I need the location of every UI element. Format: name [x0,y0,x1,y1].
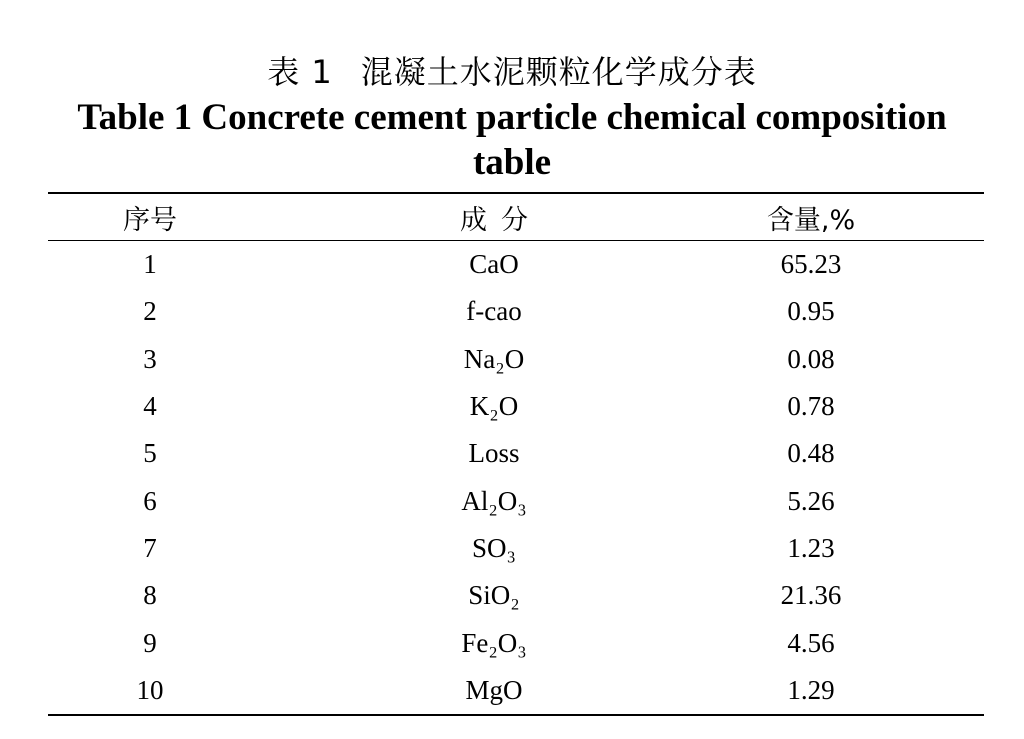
cell-index: 4 [143,391,157,422]
cell-component: SiO₂ [468,580,520,611]
header-index: 序号 [123,204,177,236]
cell-index: 9 [143,627,157,658]
cell-content: 21.36 [780,580,842,611]
cell-component: Na₂O [463,343,525,374]
header-content: 含量,% [766,204,856,236]
table-title-cn: 混凝土水泥颗粒化学成分表 [360,53,757,91]
table-row [48,667,984,714]
cell-content: 1.29 [787,674,835,705]
cell-content: 5.26 [787,485,835,516]
table-row [48,383,984,430]
cell-content: 0.95 [787,296,835,327]
cell-component: Fe₂O₃ [461,627,527,658]
table-body [48,241,984,714]
table-caption-cn [0,52,1024,92]
cell-index: 5 [143,438,157,469]
cell-index: 6 [143,485,157,516]
cell-content: 1.23 [787,532,835,563]
cell-index: 1 [143,249,157,280]
table-row [48,619,984,666]
cell-index: 2 [143,296,157,327]
table-bottom-rule [48,714,984,716]
cell-component: Loss [468,438,520,469]
cell-component: f-cao [466,296,522,327]
cell-index: 10 [136,674,164,705]
composition-table [48,194,984,705]
table-number-cn: 表 1 [267,53,333,91]
table-row [48,241,984,288]
cell-index: 7 [143,532,157,563]
cell-content: 0.48 [787,438,835,469]
table-title-en-line1: Table 1 Concrete cement particle chemical composition [77,97,947,138]
table-row [48,477,984,524]
cell-component: Al₂O₃ [461,485,527,516]
table-row [48,430,984,477]
cell-index: 8 [143,580,157,611]
cell-component: K₂O [469,391,519,422]
cell-component: MgO [465,674,523,705]
cell-content: 65.23 [780,249,842,280]
cell-index: 3 [143,343,157,374]
table-header-row [48,194,984,240]
table-row [48,336,984,383]
table-row [48,525,984,572]
header-component: 成分 [460,204,542,236]
cell-component: SO₃ [472,532,516,563]
cell-component: CaO [469,249,519,280]
table-row [48,572,984,619]
table-title-en-line2: table [472,142,552,183]
cell-content: 4.56 [787,627,835,658]
cell-content: 0.08 [787,343,835,374]
cell-content: 0.78 [787,391,835,422]
table-row [48,288,984,335]
